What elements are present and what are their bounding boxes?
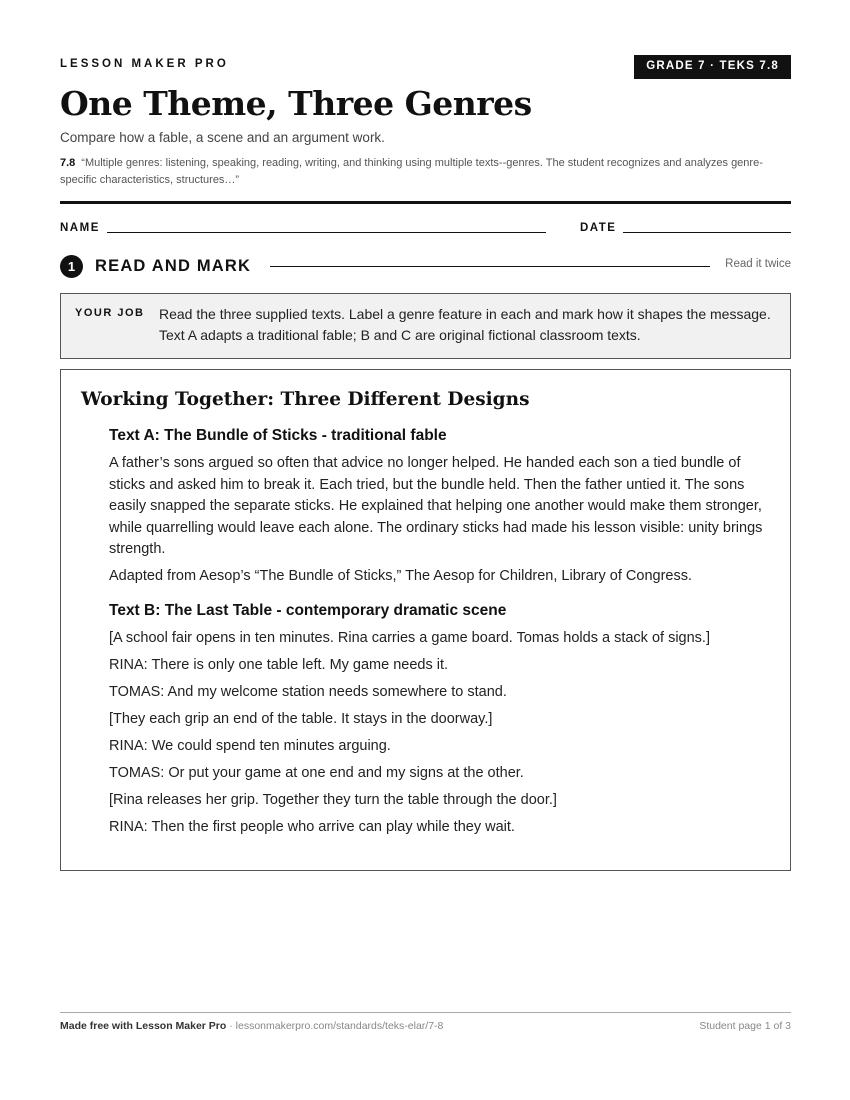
reading-title: Working Together: Three Different Designs: [81, 389, 530, 410]
footer-divider: [60, 1012, 791, 1013]
date-field[interactable]: [623, 232, 791, 233]
footer-url[interactable]: · lessonmakerpro.com/standards/teks-elar/7-8: [226, 1020, 444, 1032]
your-job-label: YOUR JOB: [75, 307, 145, 319]
script-line: TOMAS: Or put your game at one end and my signs at the other.: [109, 765, 524, 781]
script-line: RINA: Then the first people who arrive can play while they wait.: [109, 819, 515, 835]
script-line: [A school fair opens in ten minutes. Rina carries a game board. Tomas holds a stack of signs.]: [109, 630, 710, 646]
script-line: RINA: We could spend ten minutes arguing.: [109, 738, 391, 754]
script-line: TOMAS: And my welcome station needs somewhere to stand.: [109, 684, 507, 700]
footer-made-with: Made free with Lesson Maker Pro: [60, 1020, 227, 1032]
section-title: READ AND MARK: [95, 257, 252, 275]
footer-page-number: Student page 1 of 3: [699, 1020, 791, 1032]
your-job-box: [60, 293, 791, 359]
name-field[interactable]: [107, 232, 546, 233]
section-note: Read it twice: [725, 258, 791, 270]
reading-box: [60, 369, 791, 871]
script-line: RINA: There is only one table left. My game needs it.: [109, 657, 449, 673]
brand-name: LESSON MAKER PRO: [60, 58, 229, 70]
footer-credit: [60, 1020, 443, 1032]
date-label: DATE: [580, 222, 617, 234]
header-divider: [60, 201, 791, 204]
script-line: [Rina releases her grip. Together they turn the table through the door.]: [109, 792, 557, 808]
text-a-body: A father’s sons argued so often that advice no longer helped. He handed each son a tied bundle of sticks and asked him to break it. Each tried, but the bundle held. Then the father untied it. The sons easily snapped the separate sticks. He explained that helping one another would make them stronger, while quarrelling would leave each alone. The ordinary sticks had made his lesson visible: unity brings strength.: [109, 455, 763, 557]
standard-description: [60, 155, 780, 189]
your-job-text: Read the three supplied texts. Label a genre feature in each and mark how it shapes the message. Text A adapts a traditional fable; B and C are original fictional classroom texts.: [159, 306, 771, 343]
page-title: One Theme, Three Genres: [60, 84, 532, 123]
section-number-badge: 1: [60, 255, 83, 278]
text-b-heading: Text B: The Last Table - contemporary dramatic scene: [109, 602, 507, 619]
section-divider: [270, 266, 710, 267]
grade-badge: GRADE 7 · TEKS 7.8: [634, 55, 791, 79]
text-a: [109, 427, 774, 587]
page-subtitle: Compare how a fable, a scene and an argument work.: [60, 130, 385, 145]
script-line: [They each grip an end of the table. It stays in the doorway.]: [109, 711, 493, 727]
text-a-source: Adapted from Aesop’s “The Bundle of Sticks,” The Aesop for Children, Library of Congress.: [109, 567, 692, 584]
text-b: [109, 602, 774, 844]
standard-code: 7.8: [60, 157, 76, 169]
worksheet-page: [60, 0, 791, 1100]
name-label: NAME: [60, 222, 100, 234]
standard-text: “Multiple genres: listening, speaking, reading, writing, and thinking using multiple texts--genres. The student recognizes and analyzes genre-specific characteristics, structures…”: [60, 157, 763, 186]
text-a-heading: Text A: The Bundle of Sticks - traditional fable: [109, 427, 447, 444]
